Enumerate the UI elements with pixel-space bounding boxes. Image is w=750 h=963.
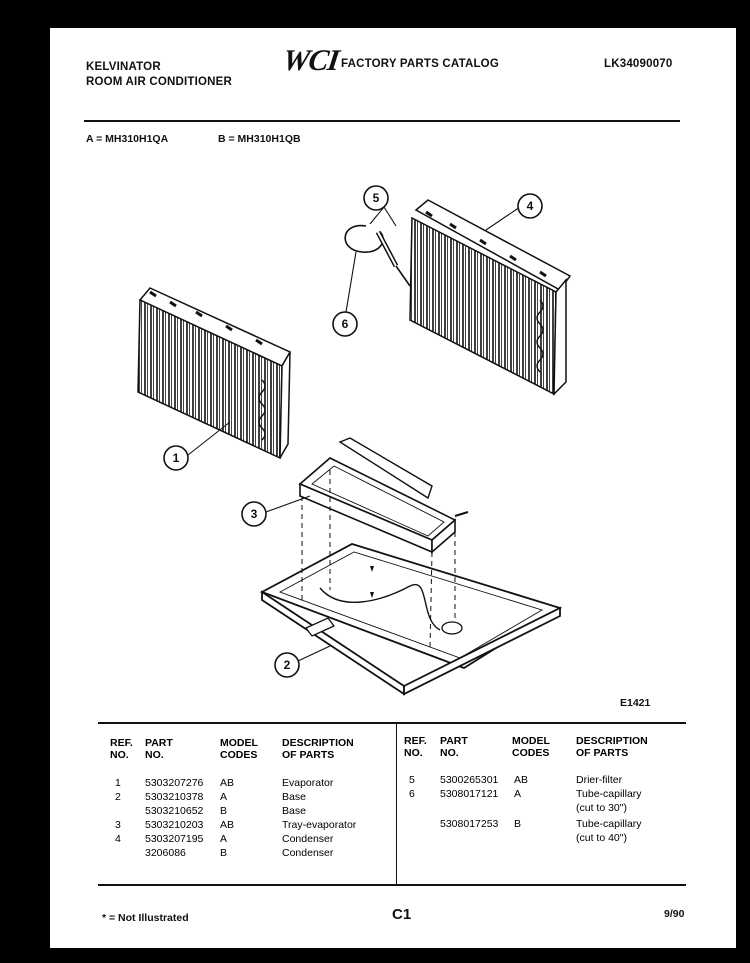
table-row: (cut to 30") — [576, 802, 627, 814]
table-row: 6 5308017121 A Tube-capillary — [409, 788, 642, 800]
left-header-desc: DESCRIPTION OF PARTS — [282, 737, 354, 761]
callout-6-label: 6 — [341, 317, 349, 331]
callout-2-label: 2 — [283, 658, 291, 672]
right-header-ref: REF. NO. — [404, 735, 427, 759]
right-header-part: PART NO. — [440, 735, 468, 759]
product-name: ROOM AIR CONDITIONER — [86, 76, 233, 88]
evaporator-coil — [138, 288, 290, 458]
revision-date: 9/90 — [664, 908, 685, 920]
table-row: 2 5303210378 A Base — [115, 791, 306, 803]
left-header-part: PART NO. — [145, 737, 173, 761]
page-number: C1 — [392, 906, 412, 923]
catalog-title: FACTORY PARTS CATALOG — [341, 58, 499, 70]
left-header-ref: REF. NO. — [110, 737, 133, 761]
callout-5-label: 5 — [372, 191, 380, 205]
callout-3-label: 3 — [250, 507, 258, 521]
condenser-coil — [410, 200, 570, 394]
right-header-model: MODEL CODES — [512, 735, 550, 759]
table-row: 5 5300265301 AB Drier-filter — [409, 774, 623, 786]
callout-1-label: 1 — [172, 451, 180, 465]
table-top-rule — [98, 722, 686, 724]
right-header-desc: DESCRIPTION OF PARTS — [576, 735, 648, 759]
model-a-label: A = MH310H1QA — [86, 133, 169, 145]
table-row: 3 5303210203 AB Tray-evaporator — [115, 819, 357, 831]
table-row: 4 5303207195 A Condenser — [115, 833, 334, 845]
model-b-label: B = MH310H1QB — [218, 133, 301, 145]
callout-4-label: 4 — [526, 199, 534, 213]
table-row: 3206086 B Condenser — [145, 847, 334, 859]
figure-code: E1421 — [620, 697, 651, 709]
brand-name: KELVINATOR — [86, 61, 161, 73]
table-row: 1 5303207276 AB Evaporator — [115, 777, 334, 789]
wci-logo: WCI — [280, 44, 341, 77]
table-bottom-rule — [98, 884, 686, 886]
table-row: (cut to 40") — [576, 832, 627, 844]
base-pan — [262, 544, 560, 694]
footnote: * = Not Illustrated — [102, 912, 189, 924]
table-row: 5308017253 B Tube-capillary — [440, 818, 642, 830]
left-header-model: MODEL CODES — [220, 737, 258, 761]
evaporator-tray — [300, 438, 468, 552]
catalog-number: LK34090070 — [604, 58, 673, 70]
table-row: 5303210652 B Base — [145, 805, 306, 817]
